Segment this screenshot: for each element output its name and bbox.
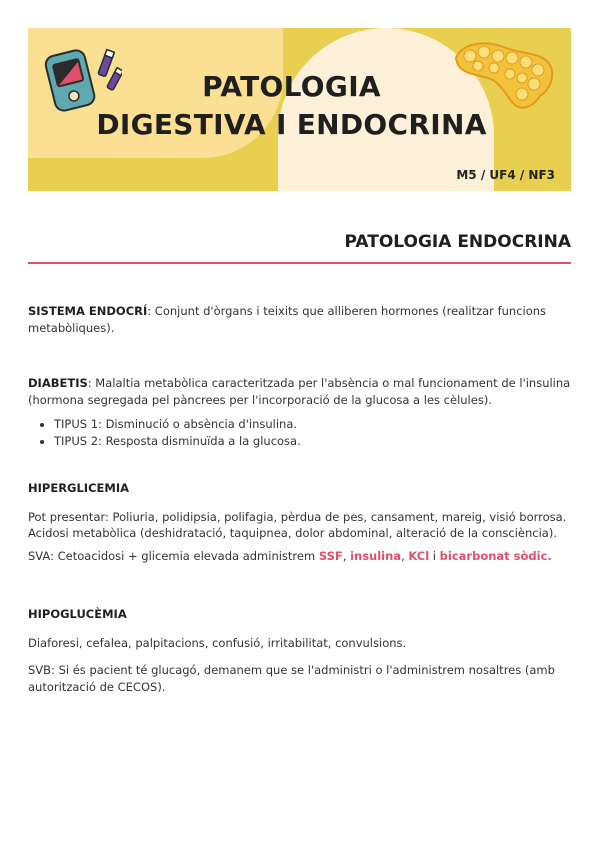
hiperglicemia-heading: HIPERGLICEMIA	[28, 481, 130, 495]
diabetis-term: DIABETIS	[28, 376, 88, 390]
sistema-endocri-paragraph	[28, 303, 573, 336]
sva-separator: ,	[342, 548, 351, 563]
sva-item-insulina: insulina	[350, 548, 402, 563]
header-banner	[28, 28, 571, 191]
title-line-2: DIGESTIVA I ENDOCRINA	[96, 108, 487, 141]
hipoglucemia-svb: SVB: Si és pacient té glucagó, demanem que se l'administri o l'administrem nosaltres (amb autorització de CECOS).	[28, 663, 555, 694]
sva-end: .	[547, 548, 552, 563]
document-title	[28, 68, 555, 144]
diabetis-paragraph	[28, 375, 573, 408]
module-code: M5 / UF4 / NF3	[456, 168, 555, 182]
list-item: • TIPUS 1: Disminució o absència d'insulina.	[54, 416, 573, 433]
sistema-endocri-definition: : Conjunt d'òrgans i teixits que alliberen hormones (realitzar funcions metabòliques).	[28, 304, 547, 335]
sva-separator-and: i	[429, 548, 440, 563]
sva-item-kcl: KCl	[408, 548, 430, 563]
hiperglicemia-sva	[28, 548, 573, 565]
hiperglicemia-symptoms: Pot presentar: Poliuria, polidipsia, polifagia, pèrdua de pes, cansament, mareig, visió borrosa. Acidosi metabòlica (deshidratació, taquipnea, dolor abdominal, alteració de la consciència).	[28, 509, 567, 540]
hipoglucemia-heading: HIPOGLUCÈMIA	[28, 607, 127, 621]
diabetis-definition: : Malaltia metabòlica caracteritzada per l'absència o mal funcionament de l'insulina (hormona segregada pel pàncrees per l'incorporació de la glucosa a les cèlules).	[28, 376, 571, 407]
hipoglucemia-symptoms: Diaforesi, cefalea, palpitacions, confusió, irritabilitat, convulsions.	[28, 635, 407, 650]
list-item: • TIPUS 2: Resposta disminuïda a la glucosa.	[54, 433, 573, 450]
document-body	[28, 303, 573, 695]
sistema-endocri-term: SISTEMA ENDOCRÍ	[28, 304, 148, 318]
sva-item-bicarbonat: bicarbonat sòdic	[439, 548, 548, 563]
sva-item-ssf: SSF	[318, 548, 343, 563]
sva-prefix: SVA: Cetoacidosi + glicemia elevada administrem	[28, 548, 319, 563]
title-line-1: PATOLOGIA	[202, 70, 381, 103]
section-divider	[28, 262, 571, 264]
sva-separator: ,	[401, 548, 409, 563]
diabetis-types-list	[28, 416, 573, 449]
section-title: PATOLOGIA ENDOCRINA	[344, 232, 571, 252]
